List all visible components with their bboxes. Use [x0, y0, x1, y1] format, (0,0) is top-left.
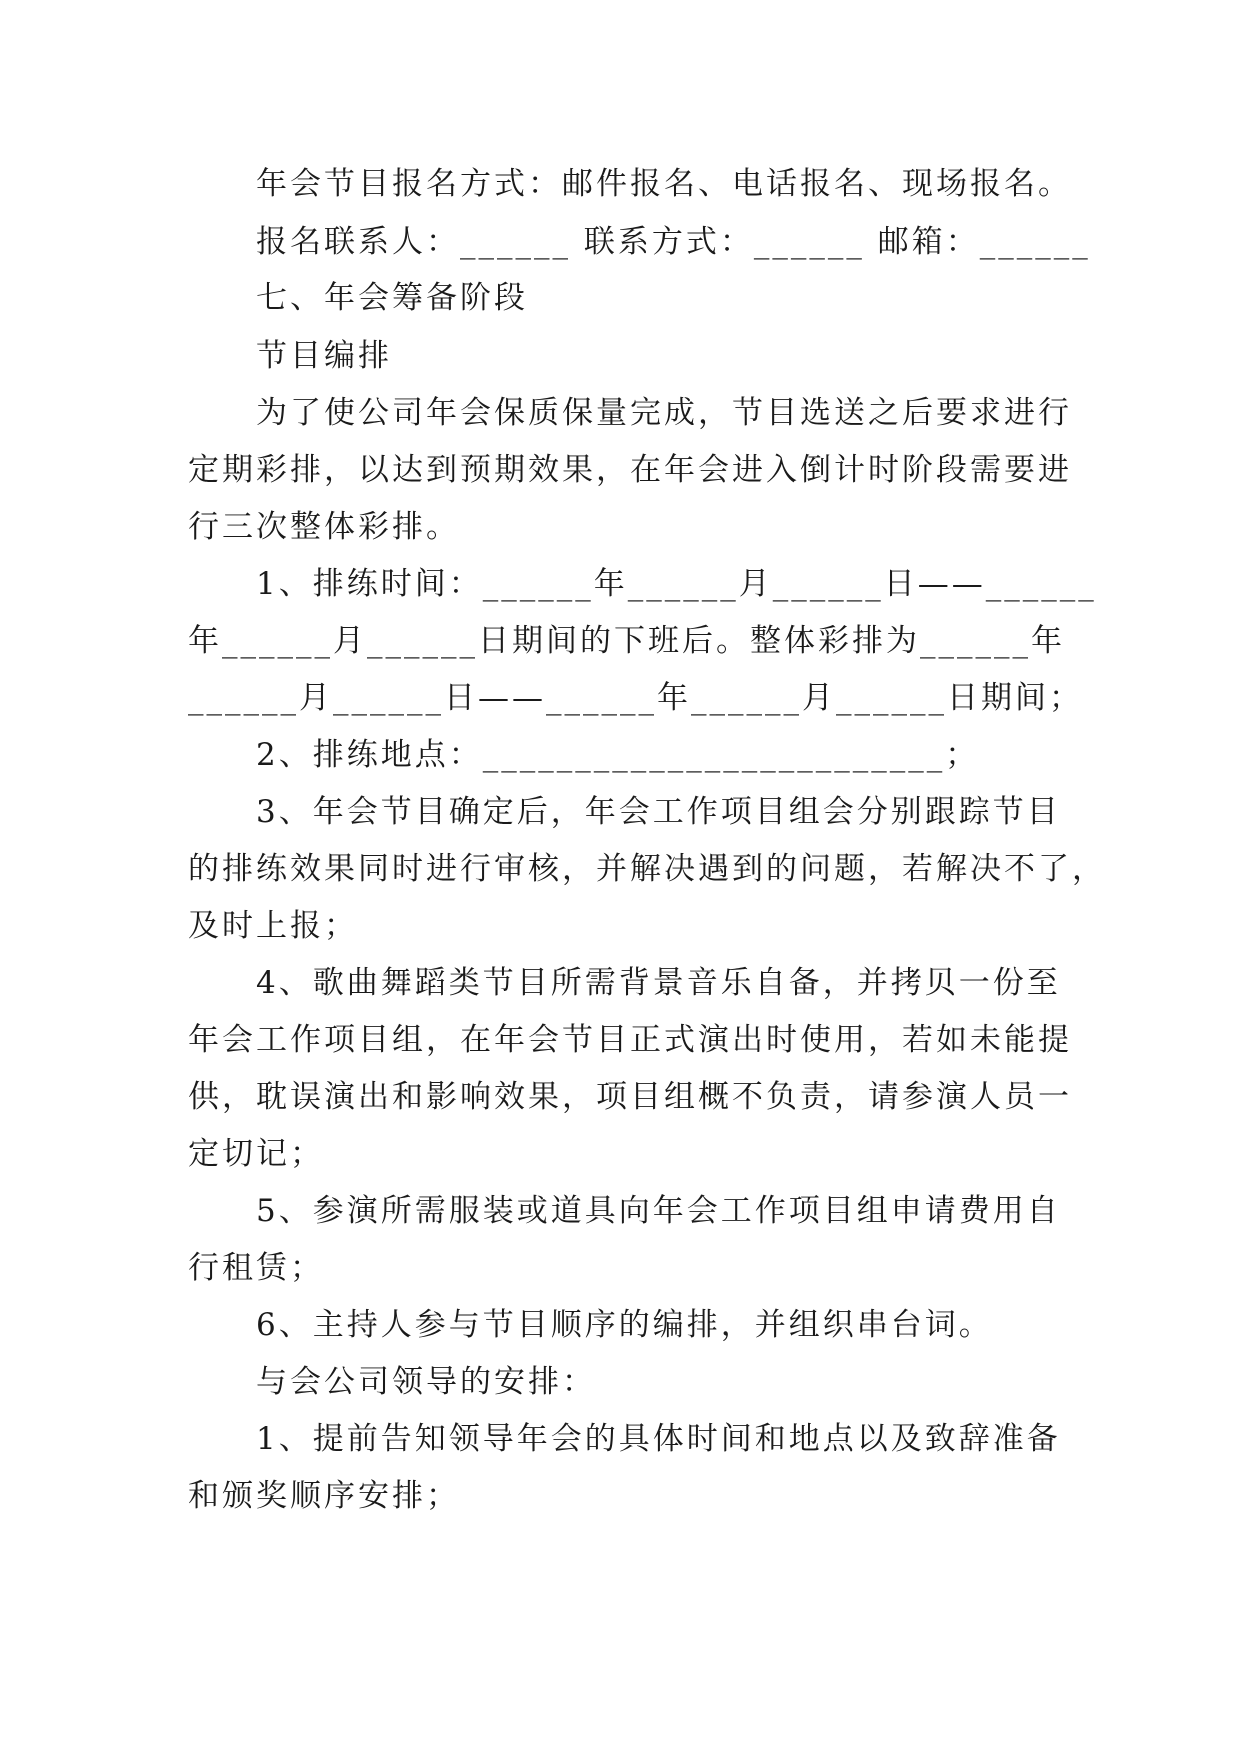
- text-line: 与会公司领导的安排：: [256, 1364, 596, 1400]
- text-line: 年会节目报名方式：邮件报名、电话报名、现场报名。: [256, 166, 1072, 202]
- section-heading: 七、年会筹备阶段: [256, 280, 528, 316]
- text-line: 行租赁；: [188, 1250, 324, 1286]
- text-line: 定切记；: [188, 1136, 324, 1172]
- text-line: 年会工作项目组，在年会节目正式演出时使用，若如未能提: [188, 1022, 1072, 1058]
- text-line: 为了使公司年会保质保量完成，节目选送之后要求进行: [256, 395, 1072, 431]
- text-line: 2、排练地点：_________________________；: [256, 737, 980, 773]
- text-line: 和颁奖顺序安排；: [188, 1478, 460, 1514]
- text-line: 1、排练时间：______年______月______日——______: [256, 566, 1097, 602]
- text-line: 3、年会节目确定后，年会工作项目组会分别跟踪节目: [256, 794, 1061, 830]
- text-line: 年______月______日期间的下班后。整体彩排为______年: [188, 623, 1065, 659]
- text-line: 1、提前告知领导年会的具体时间和地点以及致辞准备: [256, 1421, 1061, 1457]
- text-line: 5、参演所需服装或道具向年会工作项目组申请费用自: [256, 1193, 1061, 1229]
- text-line: 报名联系人：______ 联系方式：______ 邮箱：______: [256, 224, 1091, 260]
- text-line: 行三次整体彩排。: [188, 509, 460, 545]
- text-line: 的排练效果同时进行审核，并解决遇到的问题，若解决不了，: [188, 851, 1106, 887]
- text-line: ______月______日——______年______月______日期间；: [188, 680, 1083, 716]
- text-line: 及时上报；: [188, 908, 358, 944]
- text-line: 6、主持人参与节目顺序的编排，并组织串台词。: [256, 1307, 993, 1343]
- text-line: 4、歌曲舞蹈类节目所需背景音乐自备，并拷贝一份至: [256, 965, 1061, 1001]
- text-line: 定期彩排，以达到预期效果，在年会进入倒计时阶段需要进: [188, 452, 1072, 488]
- subsection-heading: 节目编排: [256, 338, 392, 374]
- text-line: 供，耽误演出和影响效果，项目组概不负责，请参演人员一: [188, 1079, 1072, 1115]
